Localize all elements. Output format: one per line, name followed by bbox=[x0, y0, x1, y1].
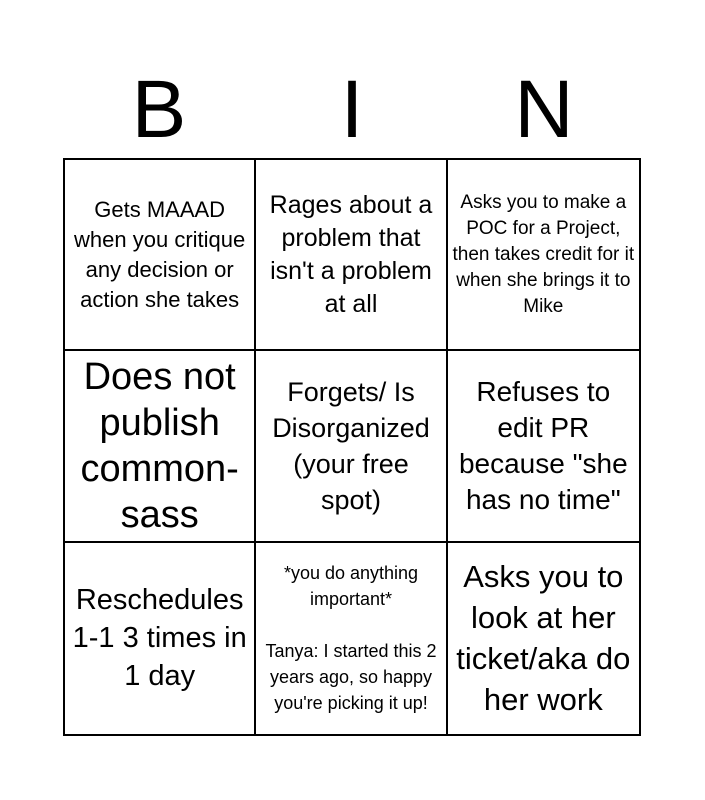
bingo-board bbox=[63, 158, 641, 736]
bingo-cell[interactable] bbox=[65, 351, 256, 542]
bingo-cell[interactable] bbox=[448, 160, 639, 351]
bingo-cell[interactable] bbox=[256, 160, 447, 351]
bingo-cell[interactable] bbox=[65, 160, 256, 351]
cell-text: Rages about a problem that isn't a problem at all bbox=[269, 190, 433, 318]
header-letter-b: B bbox=[131, 64, 187, 155]
cell-text: Forgets/ Is Disorganized (your free spot) bbox=[272, 376, 430, 515]
cell-text: Asks you to make a POC for a Project, then takes credit for it when she brings it to Mike bbox=[452, 191, 635, 317]
cell-text: Does not publish common-sass bbox=[80, 355, 239, 536]
cell-text: Gets MAAAD when you critique any decision or action she takes bbox=[74, 196, 246, 312]
cell-text: *you do anything important* Tanya: I started this 2 years ago, so happy you're picking it up! bbox=[265, 563, 437, 714]
bingo-cell[interactable] bbox=[256, 351, 447, 542]
cell-text: Asks you to look at her ticket/aka do her work bbox=[456, 559, 631, 718]
cell-text: Reschedules 1-1 3 times in 1 day bbox=[72, 584, 247, 693]
bingo-cell[interactable] bbox=[448, 351, 639, 542]
bingo-cell[interactable] bbox=[448, 543, 639, 734]
cell-text: Refuses to edit PR because "she has no time" bbox=[458, 375, 628, 515]
header-letter-n: N bbox=[514, 64, 574, 155]
bingo-cell[interactable] bbox=[65, 543, 256, 734]
header-letter-i: I bbox=[340, 64, 364, 155]
bingo-cell[interactable] bbox=[256, 543, 447, 734]
